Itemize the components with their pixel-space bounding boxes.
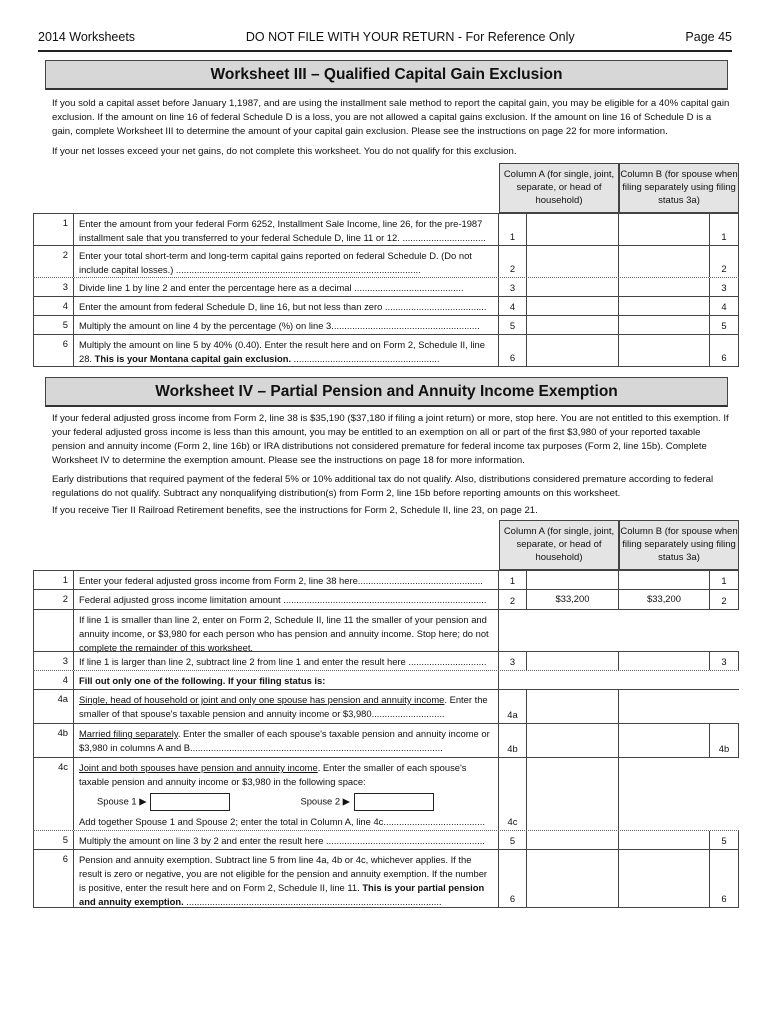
- line-text: Enter the amount from federal Schedule D, line 16, but not less than zero .......................................: [79, 301, 487, 312]
- column-b-line-label: 4: [710, 297, 739, 315]
- column-a-amount-input[interactable]: [527, 831, 619, 849]
- line-number: 4: [33, 297, 73, 315]
- worksheet-iv-intro: If your federal adjusted gross income from Form 2, line 38 is $35,190 ($37,180 if filing a joint return) or more, stop here. You are not entitled to this exemption. If your federal adjusted gross income is less than this amount, you may be entitled to an exemption on all or part of the first $3,980 of your reported taxable pension and annuity income (Form 2, line 16b) or IRA distributions not considered premature for federal income tax purposes (Form 2, line 15b). Complete Worksheet IV to determine the exemption amount. Please see the instructions on page 18 for more information.: [52, 413, 729, 466]
- line-heading: Married filing separately: [79, 728, 178, 739]
- worksheet-iv-note-railroad: If you receive Tier II Railroad Retirement benefits, see the instructions for Form 2, Schedule II, line 23, on page 21.: [52, 505, 538, 516]
- table-bottom-border: [33, 366, 739, 367]
- column-b-line-label: 3: [710, 652, 739, 670]
- column-b-amount-input[interactable]: [619, 246, 710, 277]
- column-b-amount-input[interactable]: [619, 724, 710, 757]
- line-number: 1: [33, 571, 73, 589]
- line-number: 1: [33, 214, 73, 245]
- line-text: Multiply the amount on line 4 by the percentage (%) on line 3.........................................................: [79, 320, 480, 331]
- column-b-line-label: 2: [710, 246, 739, 277]
- column-a-line-label: 2: [499, 246, 527, 277]
- column-b-line-label: 3: [710, 278, 739, 296]
- line-heading: Single, head of household or joint and only one spouse has pension and annuity income: [79, 694, 445, 705]
- column-b-amount-input[interactable]: [619, 335, 710, 366]
- line-text-total: Add together Spouse 1 and Spouse 2; enter the total in Column A, line 4c.......................................: [79, 816, 485, 827]
- worksheet-iv-title: Worksheet IV – Partial Pension and Annuity Income Exemption: [45, 377, 728, 407]
- column-a-amount-input[interactable]: [527, 724, 619, 757]
- line-number: 3: [33, 652, 73, 670]
- line-heading: Joint and both spouses have pension and annuity income: [79, 762, 318, 773]
- column-b-line-label: 4b: [710, 724, 739, 757]
- line-description: [73, 850, 499, 907]
- line-number: 2: [33, 590, 73, 609]
- worksheet-iii-note: If your net losses exceed your net gains, do not complete this worksheet. You do not qualify for this exclusion.: [52, 146, 517, 157]
- column-b-amount-input[interactable]: [619, 297, 710, 315]
- table-row: [33, 277, 739, 296]
- line-bold-text: This is your Montana capital gain exclusion.: [92, 353, 292, 364]
- line-description: [73, 671, 499, 689]
- column-a-header: Column A (for single, joint, separate, or head of household): [499, 520, 619, 570]
- line-text: Divide line 1 by line 2 and enter the percentage here as a decimal ..........................................: [79, 282, 464, 293]
- column-a-line-label: 5: [499, 316, 527, 334]
- table-row: [33, 589, 739, 609]
- line-text: If line 1 is larger than line 2, subtract line 2 from line 1 and enter the result here ..............................: [79, 656, 487, 667]
- column-a-line-label: 4: [499, 297, 527, 315]
- line-description: [73, 571, 499, 589]
- column-a-line-label: 4a: [499, 690, 527, 723]
- spouse-2-field: [300, 793, 433, 811]
- line-text: Enter the amount from your federal Form 6252, Installment Sale Income, line 26, for the pre-1987 installment sale that you transferred to your federal Schedule D, line 11 or 12. ................................: [79, 218, 486, 243]
- column-a-line-label: 6: [499, 850, 527, 907]
- column-a-line-label: 1: [499, 571, 527, 589]
- line-number: 4c: [33, 758, 73, 830]
- column-a-amount-input[interactable]: [527, 297, 619, 315]
- worksheet-iii-title: Worksheet III – Qualified Capital Gain Exclusion: [45, 60, 728, 90]
- line-number: 6: [33, 850, 73, 907]
- table-row: [33, 723, 739, 757]
- column-a-line-label: 6: [499, 335, 527, 366]
- column-b-header: Column B (for spouse when filing separately using filing status 3a): [619, 163, 739, 213]
- column-a-amount-input[interactable]: [527, 850, 619, 907]
- column-a-line-label: 3: [499, 278, 527, 296]
- table-row: [33, 609, 739, 651]
- spouse-1-label: Spouse 1 ▶: [97, 795, 147, 807]
- table-row: [33, 849, 739, 907]
- line-description: [73, 246, 499, 277]
- line-text: Multiply the amount on line 5 by 40% (0.40). Enter the result here and on Form 2, Schedule II, line 28.: [79, 339, 485, 364]
- line-number: 4a: [33, 690, 73, 723]
- page-header: [38, 30, 732, 52]
- table-row: [33, 689, 739, 723]
- line-description: [73, 690, 499, 723]
- column-b-amount-input[interactable]: [619, 214, 710, 245]
- line-bold-text: This is your partial pension and annuity exemption.: [79, 882, 485, 907]
- line-text: . Enter the smaller of each spouse's taxable pension and annuity income or $3,980 in the following space:: [79, 762, 467, 787]
- column-b-header: Column B (for spouse when filing separately using filing status 3a): [619, 520, 739, 570]
- column-b-line-label: 6: [710, 335, 739, 366]
- line-description: [73, 278, 499, 296]
- line-number: 2: [33, 246, 73, 277]
- column-a-line-label: 1: [499, 214, 527, 245]
- line-number: 5: [33, 831, 73, 849]
- spouse-1-input[interactable]: [150, 793, 230, 811]
- line-text: Federal adjusted gross income limitation amount ..............................................................................: [79, 594, 487, 605]
- column-a-line-label: 3: [499, 652, 527, 670]
- column-b-amount-input[interactable]: [619, 316, 710, 334]
- column-a-line-label: 5: [499, 831, 527, 849]
- table-row: [33, 315, 739, 334]
- line-leader: ........................................................: [291, 353, 440, 364]
- line-description: [73, 297, 499, 315]
- line-description: [73, 590, 499, 609]
- table-row: [33, 651, 739, 670]
- column-b-line-label: 1: [710, 214, 739, 245]
- spouse-2-label: Spouse 2 ▶: [300, 795, 350, 807]
- table-row: [33, 245, 739, 277]
- column-b-amount-input[interactable]: [619, 850, 710, 907]
- column-b-amount-input[interactable]: [619, 278, 710, 296]
- table-row: [33, 296, 739, 315]
- header-center: DO NOT FILE WITH YOUR RETURN - For Reference Only: [245, 30, 575, 44]
- column-a-amount-input[interactable]: [527, 214, 619, 245]
- column-a-line-label: 4c: [499, 758, 527, 830]
- line-text: Pension and annuity exemption. Subtract line 5 from line 4a, 4b or 4c, whichever applies. If the result is zero or negative, you are not eligible for the pension and annuity exemption. If the number is positive, enter the result here and on Form 2, Schedule II, line 11.: [79, 854, 488, 893]
- line-text: Enter your federal adjusted gross income from Form 2, line 38 here................................................: [79, 575, 483, 586]
- line-text: If line 1 is smaller than line 2, enter on Form 2, Schedule II, line 11 the smaller of your pension and annuity income, or $3,980 for each person who has pension and annuity income. Stop here; do not complete the remainder of this worksheet.: [79, 614, 489, 653]
- column-a-line-label: 2: [499, 590, 527, 609]
- table-row: [33, 757, 739, 830]
- line-description: [73, 214, 499, 245]
- line-description: [73, 724, 499, 757]
- line-description: [73, 652, 499, 670]
- column-a-line-label: 4b: [499, 724, 527, 757]
- table-row: [33, 334, 739, 366]
- column-b-line-label: 2: [710, 590, 739, 609]
- line-text: . Enter the smaller of each spouse's taxable pension and annuity income or $3,980 in columns A and B.................................................................................................: [79, 728, 490, 753]
- line-description: [73, 610, 499, 651]
- table-bottom-border: [33, 907, 739, 908]
- line-description: [73, 758, 499, 830]
- column-a-amount-input[interactable]: [527, 652, 619, 670]
- header-page: Page 45: [685, 30, 732, 44]
- column-b-amount-input[interactable]: $33,200: [619, 590, 710, 609]
- worksheet-iv-note-early: Early distributions that required payment of the federal 5% or 10% additional tax do not qualify. Also, distributions considered premature according to federal regulations do not qualify. Subtract any nonqualifying distribution(s) from Form 2, line 15b before reporting amounts on this worksheet.: [52, 474, 714, 499]
- table-row: [33, 670, 739, 689]
- line-number: 3: [33, 278, 73, 296]
- line-description: [73, 335, 499, 366]
- column-b-line-label: 1: [710, 571, 739, 589]
- line-description: [73, 831, 499, 849]
- line-number: 6: [33, 335, 73, 366]
- column-b-amount-input[interactable]: [619, 652, 710, 670]
- line-number: 5: [33, 316, 73, 334]
- line-number: [33, 610, 73, 651]
- column-b-line-label: 5: [710, 316, 739, 334]
- table-row: [33, 570, 739, 589]
- column-b-amount-input[interactable]: [619, 831, 710, 849]
- spouse-2-input[interactable]: [354, 793, 434, 811]
- line-number: 4: [33, 671, 73, 689]
- worksheet-iii-intro: If you sold a capital asset before January 1,1987, and are using the installment sale method to report the capital gain, you may be eligible for a 40% capital gain exclusion. If the amount on line 16 of federal Schedule D is a loss, you are not allowed a capital gains exclusion. If the amount on line 16 of Schedule D is a gain, complete Worksheet III to determine the amount of your capital gain exclusion. Please see the instructions on page 22 for more information.: [52, 98, 730, 137]
- line-number: 4b: [33, 724, 73, 757]
- column-a-amount-input[interactable]: [527, 335, 619, 366]
- line-text: . Enter the smaller of that spouse's taxable pension and annuity income or $3,980............................: [79, 694, 488, 719]
- column-a-header: Column A (for single, joint, separate, or head of household): [499, 163, 619, 213]
- line-text: Multiply the amount on line 3 by 2 and enter the result here .............................................................: [79, 835, 485, 846]
- table-row: [33, 830, 739, 849]
- column-b-line-label: 5: [710, 831, 739, 849]
- table-row: [33, 213, 739, 245]
- column-b-line-label: 6: [710, 850, 739, 907]
- column-a-amount-input[interactable]: [527, 758, 619, 830]
- line-leader: ..................................................................................................: [183, 896, 442, 907]
- spouse-1-field: [97, 793, 230, 811]
- column-a-amount-input[interactable]: [527, 571, 619, 589]
- line-text: Enter your total short-term and long-term capital gains reported on federal Schedule D. (Do not include capital losses.) ..............................................................................................: [79, 250, 472, 275]
- column-a-amount-input[interactable]: $33,200: [527, 590, 619, 609]
- line-bold-text: Fill out only one of the following. If your filing status is:: [79, 675, 326, 686]
- column-a-amount-input[interactable]: [527, 278, 619, 296]
- column-b-amount-input[interactable]: [619, 571, 710, 589]
- header-left: 2014 Worksheets: [38, 30, 136, 44]
- line-description: [73, 316, 499, 334]
- spouse-fields: [97, 793, 493, 811]
- column-a-amount-input[interactable]: [527, 690, 619, 723]
- column-a-amount-input[interactable]: [527, 246, 619, 277]
- column-a-amount-input[interactable]: [527, 316, 619, 334]
